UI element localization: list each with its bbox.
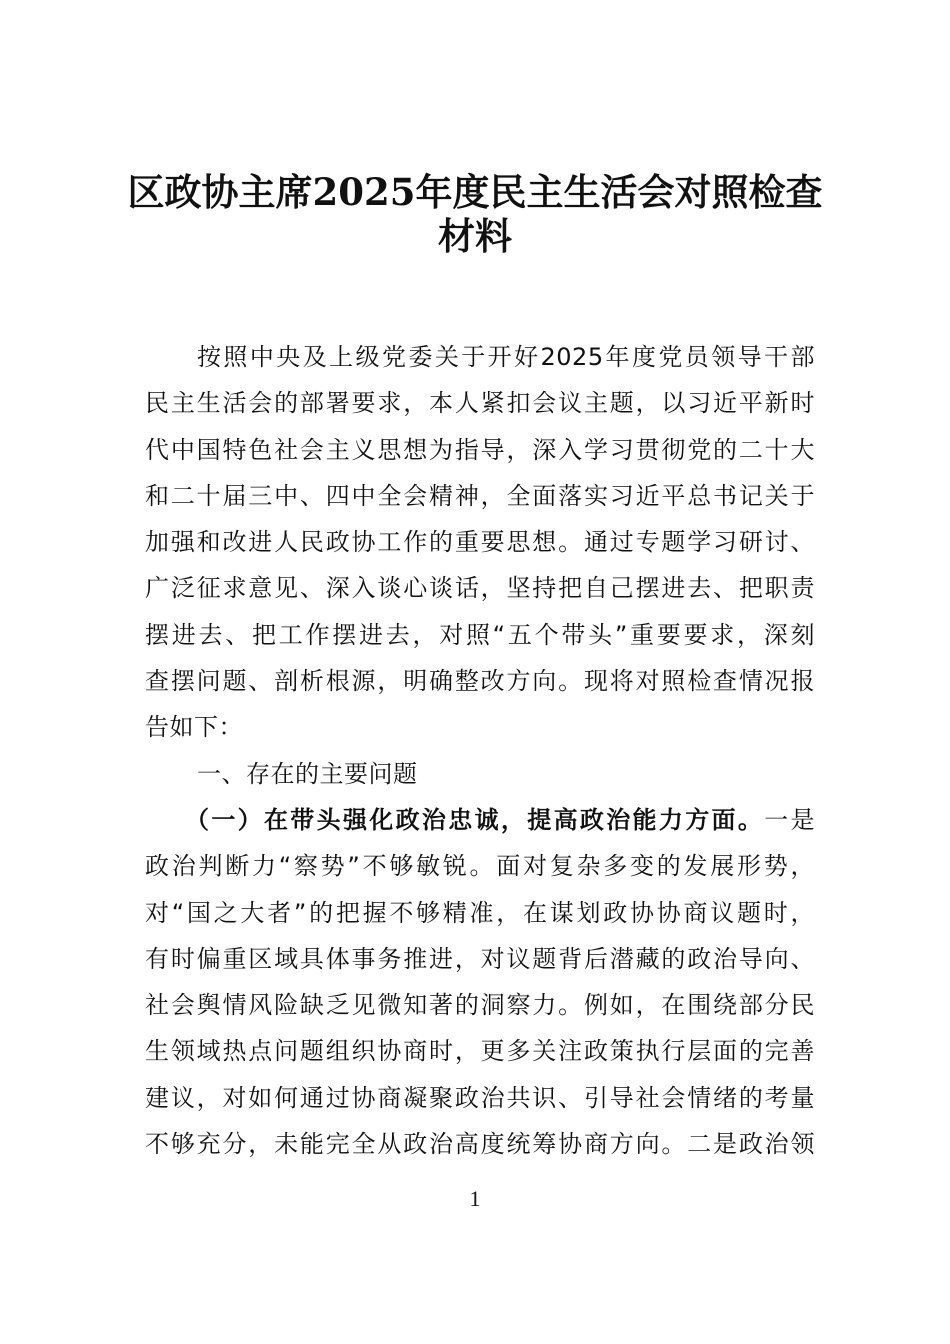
intro-line: 告如下：	[145, 713, 243, 742]
intro-line: 摆进去、把工作摆进去，对照“五个带头”重要要求，深刻	[145, 620, 815, 649]
intro-line: 民主生活会的部署要求，本人紧扣会议主题，以习近平新时	[145, 389, 815, 418]
document-title-line-2: 材料	[438, 214, 512, 258]
subsection-line: 对“国之大者”的把握不够精准，在谋划政协协商议题时，	[145, 898, 815, 927]
intro-line: 查摆问题、剖析根源，明确整改方向。现将对照检查情况报	[145, 667, 815, 696]
intro-line: 和二十届三中、四中全会精神，全面落实习近平总书记关于	[145, 481, 815, 510]
page-number: 1	[469, 1186, 481, 1211]
intro-line: 广泛征求意见、深入谈心谈话，坚持把自己摆进去、把职责	[145, 574, 815, 603]
intro-line: 代中国特色社会主义思想为指导，深入学习贯彻党的二十大	[145, 435, 815, 464]
subsection-first-line	[145, 797, 815, 843]
intro-line: 加强和改进人民政协工作的重要思想。通过专题学习研讨、	[145, 528, 815, 557]
subsection-line: 社会舆情风险缺乏见微知著的洞察力。例如，在围绕部分民	[145, 991, 815, 1020]
section-heading: 一、存在的主要问题	[197, 759, 418, 788]
subsection-line: 政治判断力“察势”不够敏锐。面对复杂多变的发展形势，	[145, 852, 815, 881]
document-title-line-1: 区政协主席2025年度民主生活会对照检查	[127, 170, 823, 214]
intro-line: 按照中央及上级党委关于开好2025年度党员领导干部	[197, 343, 815, 371]
subsection-line: 有时偏重区域具体事务推进，对议题背后潜藏的政治导向、	[145, 944, 815, 973]
subsection-line: 不够充分，未能完全从政治高度统筹协商方向。二是政治领	[145, 1130, 815, 1159]
subsection-line: 生领域热点问题组织协商时，更多关注政策执行层面的完善	[145, 1037, 815, 1066]
document-body	[145, 334, 815, 1167]
subsection-heading: （一）在带头强化政治忠诚，提高政治能力方面。	[185, 805, 765, 834]
subsection-first-line-rest: 一是	[764, 805, 816, 834]
subsection-line: 建议，对如何通过协商凝聚政治共识、引导社会情绪的考量	[145, 1083, 815, 1112]
